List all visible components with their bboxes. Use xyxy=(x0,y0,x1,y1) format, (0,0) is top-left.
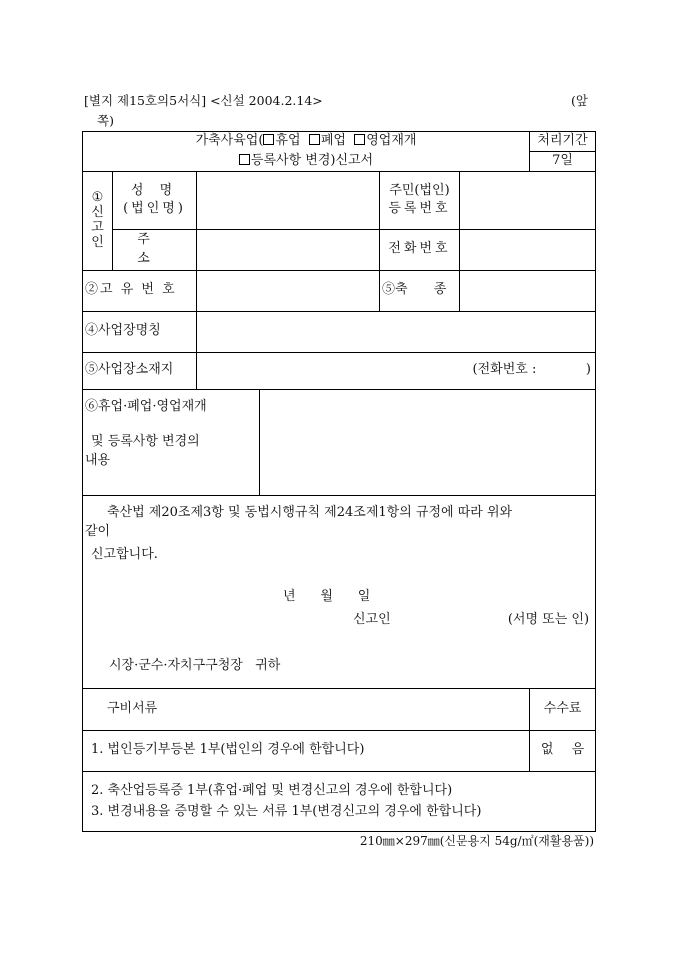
unique-no-value-field[interactable] xyxy=(197,270,380,311)
fee-label: 수수료 xyxy=(530,688,596,730)
checkbox-suspend[interactable] xyxy=(263,134,274,145)
business-name-label: ④사업장명칭 xyxy=(83,311,197,352)
signature-label: (서명 또는 인) xyxy=(507,612,590,628)
addressee: 시장·군수·자치구구청장 귀하 xyxy=(109,658,281,674)
applicant-group-label: ① 신 고 인 xyxy=(83,171,113,270)
address-label: 주 소 xyxy=(113,229,197,270)
processing-period-value: 7일 xyxy=(530,151,596,171)
location-label: ⑤사업장소재지 xyxy=(83,352,197,389)
page-side-label: (앞 xyxy=(571,93,588,108)
declaration-line1: 축산법 제20조제3항 및 동법시행규칙 제24조제1항의 규정에 따라 위와 xyxy=(107,504,513,520)
paper-spec: 210㎜×297㎜(신문용지 54g/㎡(재활용품)) xyxy=(359,834,594,848)
processing-period-label: 처리기간 xyxy=(530,132,596,152)
business-name-value-field[interactable] xyxy=(197,311,596,352)
unique-no-label: ②고 유 번 호 xyxy=(83,270,197,311)
species-value-field[interactable] xyxy=(460,270,596,311)
location-value-field[interactable]: (전화번호 : ) xyxy=(197,352,596,389)
declaration-line2: 같이 xyxy=(85,523,111,539)
form-number: [별지 제15호의5서식] <신설 2004.2.14> xyxy=(84,93,323,108)
report-form xyxy=(82,131,596,832)
documents-item1: 1. 법인등기부등본 1부(법인의 경우에 한합니다) xyxy=(83,730,530,771)
name-value-field[interactable] xyxy=(197,171,380,229)
regno-value-field[interactable] xyxy=(460,171,596,229)
phone-label: 전화번호 xyxy=(380,229,460,270)
declaration-applicant: 신고인 xyxy=(353,612,391,628)
checkbox-closure[interactable] xyxy=(309,134,320,145)
regno-label: 주민(법인) 등록번호 xyxy=(380,171,460,229)
form-title-line2: 등록사항 변경)신고서 xyxy=(83,151,530,171)
declaration-line3: 신고합니다. xyxy=(91,546,158,562)
checkbox-change[interactable] xyxy=(239,154,250,165)
phone-value-field[interactable] xyxy=(460,229,596,270)
declaration-block xyxy=(83,495,596,688)
checkbox-resume[interactable] xyxy=(354,134,365,145)
documents-item2: 2. 축산업등록증 1부(휴업·폐업 및 변경신고의 경우에 한합니다) xyxy=(91,782,453,798)
declaration-date: 년 월 일 xyxy=(283,589,371,605)
page-side-label-2: 쪽) xyxy=(97,113,114,128)
content-label: ⑥휴업·폐업·영업재개 및 등록사항 변경의 내용 xyxy=(83,389,260,495)
fee-value: 없 음 xyxy=(530,730,596,771)
species-label: ⑤축 종 xyxy=(380,270,460,311)
documents-more xyxy=(83,771,596,831)
form-table-wrapper xyxy=(82,131,595,832)
address-value-field[interactable] xyxy=(197,229,380,270)
documents-item3: 3. 변경내용을 증명할 수 있는 서류 1부(변경신고의 경우에 한합니다) xyxy=(91,804,482,820)
content-value-field[interactable] xyxy=(260,389,596,495)
name-label: 성 명 (법인명) xyxy=(113,171,197,229)
form-title-line1: 가축사육업( 휴업 폐업 영업재개 xyxy=(83,132,530,152)
documents-label: 구비서류 xyxy=(83,688,530,730)
